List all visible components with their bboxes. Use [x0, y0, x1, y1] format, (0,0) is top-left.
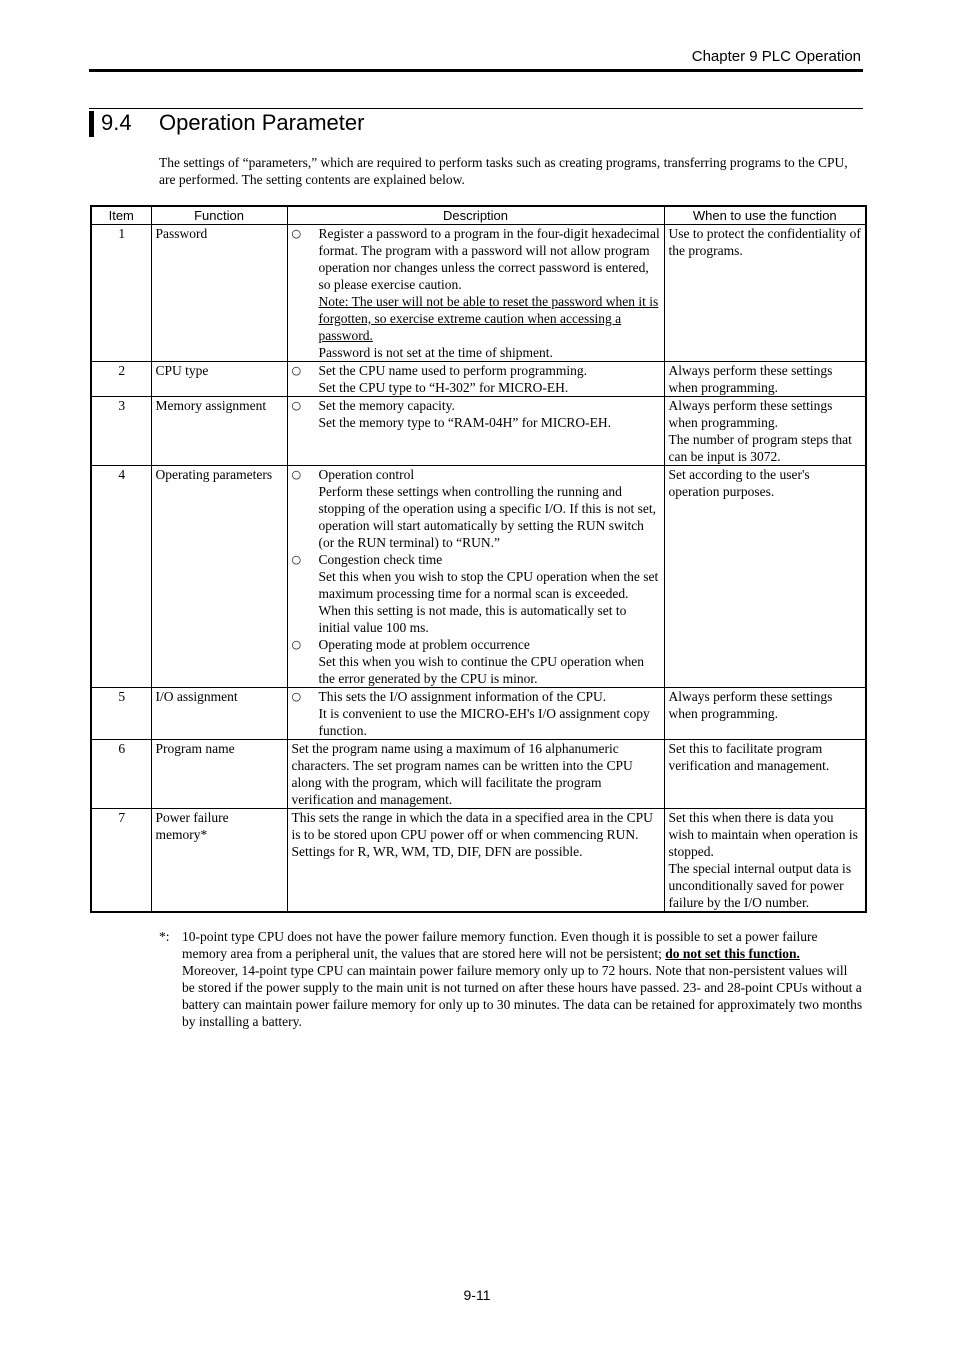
table-row	[91, 397, 866, 466]
item-number: 6	[91, 740, 151, 809]
item-number: 2	[91, 362, 151, 397]
column-header-item: Item	[91, 206, 151, 225]
item-number: 7	[91, 809, 151, 913]
bullet-circle-icon: ○	[291, 364, 302, 377]
item-number: 4	[91, 466, 151, 688]
description-cell	[287, 225, 664, 362]
when-to-use-text: Use to protect the confidentiality of the programs.	[664, 225, 866, 362]
footnote-warning: do not set this function.	[665, 946, 800, 961]
bullet-circle-icon: ○	[291, 690, 302, 703]
footnote	[159, 928, 863, 1030]
footnote-text: Moreover, 14-point type CPU can maintain power failure memory only up to 72 hours. Note that non-persistent values will be stored if the power supply to the main unit is not turned on after these hours have passed. 23- and 28-point CPUs without a battery can maintain power failure memory for only up to 30 minutes. The data can be retained for approximately two months by installing a battery.	[182, 963, 863, 1029]
description-cell	[287, 397, 664, 466]
description-text: Set the CPU name used to perform programming.	[318, 363, 587, 378]
column-header-function: Function	[151, 206, 287, 225]
table-row	[91, 809, 866, 913]
description-cell	[287, 466, 664, 688]
section-marker-bar	[89, 111, 94, 137]
header-rule	[89, 69, 863, 72]
chapter-header: Chapter 9 PLC Operation	[691, 48, 861, 65]
when-to-use-text: Always perform these settings when programming.	[664, 362, 866, 397]
when-to-use-cell	[664, 397, 866, 466]
when-to-use-text: Set this when there is data you wish to maintain when operation is stopped.	[668, 810, 858, 859]
table-row	[91, 688, 866, 740]
bullet-circle-icon: ○	[291, 227, 302, 240]
item-number: 5	[91, 688, 151, 740]
section-number: 9.4	[101, 110, 132, 135]
footnote-mark: *:	[159, 929, 170, 944]
item-number: 1	[91, 225, 151, 362]
section-rule	[89, 108, 863, 109]
description-cell	[287, 362, 664, 397]
description-text: It is convenient to use the MICRO-EH's I/O assignment copy function.	[318, 706, 650, 738]
function-name: Program name	[151, 740, 287, 809]
description-text: Operating mode at problem occurrence	[318, 637, 530, 652]
function-name: Memory assignment	[151, 397, 287, 466]
description-text: This sets the range in which the data in a specified area in the CPU is to be stored upon CPU power off or when commencing RUN. Settings for R, WR, WM, TD, DIF, DFN are possible.	[287, 809, 664, 913]
description-text: Operation control	[318, 467, 415, 482]
function-name: I/O assignment	[151, 688, 287, 740]
description-text: Register a password to a program in the four-digit hexadecimal format. The program with a password will not allow program operation nor changes unless the correct password is entered, so please exercise caution.	[318, 226, 660, 292]
table-row	[91, 362, 866, 397]
when-to-use-text: Set this to facilitate program verification and management.	[664, 740, 866, 809]
when-to-use-cell	[664, 809, 866, 913]
when-to-use-text: The number of program steps that can be input is 3072.	[668, 432, 852, 464]
intro-paragraph: The settings of “parameters,” which are required to perform tasks such as creating programs, transferring programs to the CPU, are performed. The setting contents are explained below.	[159, 155, 848, 187]
function-name: Password	[151, 225, 287, 362]
function-name: Power failure memory*	[151, 809, 287, 913]
column-header-description: Description	[287, 206, 664, 225]
description-text: This sets the I/O assignment information of the CPU.	[318, 689, 607, 704]
description-text: Perform these settings when controlling the running and stopping of the operation using a specific I/O. If this is not set, operation will start automatically by setting the RUN switch (or the RUN terminal) to “RUN.”	[318, 484, 656, 550]
description-text: Set the program name using a maximum of 16 alphanumeric characters. The set program names can be written into the CPU along with the program, which will facilitate the program verification and management.	[287, 740, 664, 809]
item-number: 3	[91, 397, 151, 466]
table-row	[91, 466, 866, 688]
description-text: Set the memory type to “RAM-04H” for MICRO-EH.	[318, 415, 611, 430]
description-note: Note: The user will not be able to reset the password when it is forgotten, so exercise extreme caution when accessing a password.	[318, 294, 659, 343]
description-text: Set this when you wish to continue the CPU operation when the error generated by the CPU is minor.	[318, 654, 644, 686]
function-name: Operating parameters	[151, 466, 287, 688]
footnote-body	[182, 928, 863, 1030]
bullet-circle-icon: ○	[291, 638, 302, 651]
table-row	[91, 740, 866, 809]
when-to-use-text: Set according to the user's operation purposes.	[664, 466, 866, 688]
description-text: Set this when you wish to stop the CPU operation when the set maximum processing time for a normal scan is exceeded. When this setting is not made, this is automatically set to initial value 100 ms.	[318, 569, 659, 635]
bullet-circle-icon: ○	[291, 553, 302, 566]
when-to-use-text: Always perform these settings when programming.	[668, 398, 833, 430]
table-header-row	[91, 206, 866, 225]
description-text: Congestion check time	[318, 552, 443, 567]
when-to-use-text: Always perform these settings when programming.	[664, 688, 866, 740]
bullet-circle-icon: ○	[291, 468, 302, 481]
bullet-circle-icon: ○	[291, 399, 302, 412]
column-header-when-to-use: When to use the function	[664, 206, 866, 225]
description-cell	[287, 688, 664, 740]
description-text: Set the CPU type to “H-302” for MICRO-EH.	[318, 380, 569, 395]
when-to-use-text: The special internal output data is unconditionally saved for power failure by the I/O number.	[668, 861, 852, 910]
section-title: Operation Parameter	[159, 110, 365, 135]
footnote-text: 10-point type CPU does not have the power failure memory function. Even though it is possible to set a power failure memory area from a peripheral unit, the values that are stored here will not be persistent;	[182, 929, 818, 961]
table-row	[91, 225, 866, 362]
description-text: Password is not set at the time of shipment.	[318, 345, 553, 360]
function-name: CPU type	[151, 362, 287, 397]
page-number: 9-11	[463, 1287, 491, 1303]
operation-parameter-table	[90, 205, 867, 913]
description-text: Set the memory capacity.	[318, 398, 455, 413]
